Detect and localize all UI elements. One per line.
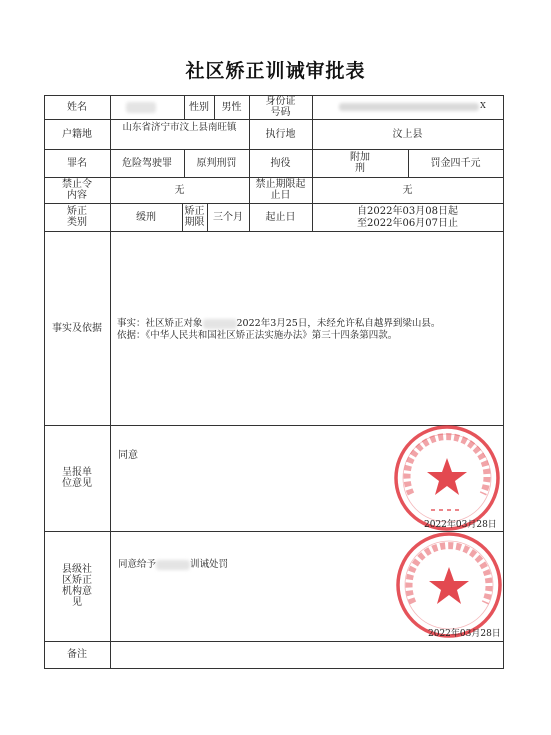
county-opinion-prefix: 同意给予 bbox=[118, 559, 157, 570]
exec-label: 执行地 bbox=[265, 128, 296, 140]
correction-term-value: 三个月 bbox=[213, 211, 243, 223]
reporting-unit-opinion: 同意 bbox=[118, 449, 138, 461]
facts-line-1-prefix: 事实：社区矫正对象 bbox=[117, 318, 203, 329]
redacted-subject-name-2 bbox=[156, 560, 190, 570]
redacted-id-number bbox=[339, 103, 479, 111]
id-label: 身份证号码 bbox=[265, 96, 296, 118]
facts-line-2: 依据：《中华人民共和国社区矫正法实施办法》第三十四条第四款。 bbox=[117, 330, 398, 341]
name-label: 姓名 bbox=[67, 101, 87, 113]
county-agency-opinion bbox=[118, 559, 228, 571]
reporting-unit-label: 呈报单位意见 bbox=[62, 467, 92, 489]
addl-penalty-label: 附加刑 bbox=[350, 152, 370, 174]
gender-value: 男性 bbox=[221, 101, 242, 113]
county-agency-label: 县级社区矫正机构意见 bbox=[62, 564, 92, 608]
official-seal-stamp-2 bbox=[395, 531, 503, 639]
redacted-subject-name bbox=[203, 319, 237, 329]
crime-label: 罪名 bbox=[67, 157, 87, 169]
correction-type-value: 缓刑 bbox=[136, 211, 156, 223]
domicile-value: 山东省济宁市汶上县南旺镇 bbox=[122, 121, 237, 133]
prohibition-period-label: 禁止期限起止日 bbox=[255, 179, 306, 201]
domicile-label: 户籍地 bbox=[62, 128, 92, 140]
addl-penalty-value: 罚金四千元 bbox=[430, 157, 481, 169]
facts-line-1-suffix: 2022年3月25日，未经允许私自越界到梁山县。 bbox=[236, 318, 441, 329]
remarks-label: 备注 bbox=[67, 649, 87, 660]
sentence-label: 原判刑罚 bbox=[196, 157, 237, 169]
dates-label: 起止日 bbox=[265, 211, 296, 223]
gender-label: 性别 bbox=[189, 101, 209, 113]
reporting-unit-date: 2022年03月28日 bbox=[424, 520, 497, 530]
exec-value: 汶上县 bbox=[392, 128, 423, 140]
end-date: 至2022年06月07日止 bbox=[357, 217, 458, 229]
official-seal-stamp-1 bbox=[393, 424, 501, 532]
id-value-tail: X bbox=[480, 100, 486, 110]
prohibition-value: 无 bbox=[174, 184, 185, 196]
correction-term-label: 矫正期限 bbox=[184, 206, 205, 228]
correction-type-label: 矫正类别 bbox=[67, 206, 87, 228]
county-agency-date: 2022年03月28日 bbox=[428, 629, 501, 639]
sentence-value: 拘役 bbox=[270, 157, 291, 169]
facts-line-1 bbox=[117, 318, 440, 330]
prohibition-label: 禁止令内容 bbox=[62, 179, 92, 201]
form-title: 社区矫正训诫审批表 bbox=[185, 60, 366, 82]
county-opinion-suffix: 训诫处罚 bbox=[190, 559, 229, 570]
facts-label: 事实及依据 bbox=[52, 322, 102, 334]
start-date: 自2022年03月08日起 bbox=[357, 205, 458, 217]
prohibition-period-value: 无 bbox=[402, 184, 413, 196]
crime-value: 危险驾驶罪 bbox=[122, 157, 172, 169]
redacted-name bbox=[126, 102, 156, 113]
